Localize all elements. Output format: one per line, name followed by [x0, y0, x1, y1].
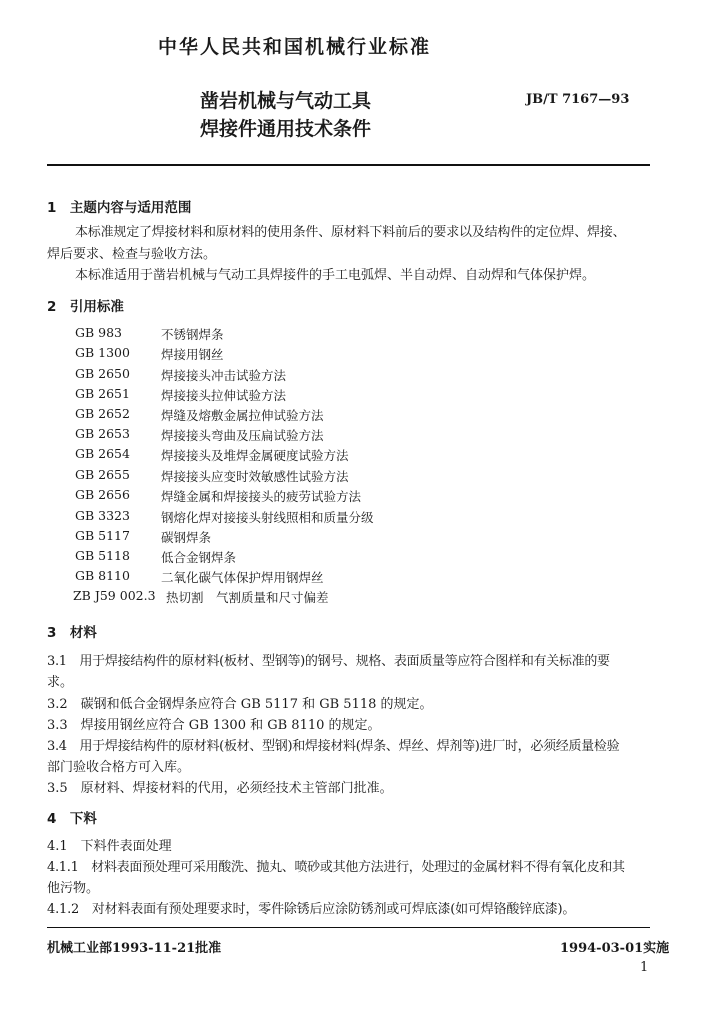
clause-3-2: 3.2 碳钢和低合金钢焊条应符合 GB 5117 和 GB 5118 的规定。	[47, 697, 433, 712]
reference-code: GB 983	[75, 325, 123, 340]
page-number: 1	[640, 960, 649, 975]
reference-title: 焊缝金属和焊接接头的疲劳试验方法	[161, 489, 362, 504]
reference-code: GB 2653	[75, 426, 130, 441]
reference-title: 不锈钢焊条	[161, 327, 224, 342]
section-1-para2: 本标准适用于凿岩机械与气动工具焊接件的手工电弧焊、半自动焊、自动焊和气体保护焊。	[75, 268, 596, 283]
clause-3-4-line2: 部门验收合格方可入库。	[47, 760, 191, 775]
reference-code: GB 3323	[75, 508, 130, 523]
footer-divider	[47, 927, 650, 928]
clause-4-1-1-line2: 他污物。	[47, 881, 100, 896]
clause-4-1: 4.1 下料件表面处理	[47, 839, 172, 854]
section-2-heading: 2 引用标准	[47, 299, 124, 315]
reference-title: 焊接接头弯曲及压扁试验方法	[161, 428, 324, 443]
reference-title: 焊接用钢丝	[161, 347, 224, 362]
reference-code: ZB J59 002.3	[73, 588, 156, 603]
section-1-para1-line2: 焊后要求、检查与验收方法。	[47, 247, 217, 262]
reference-title: 热切割 气割质量和尺寸偏差	[166, 590, 329, 605]
reference-code: GB 8110	[75, 568, 130, 583]
standard-title-line2: 焊接件通用技术条件	[200, 118, 372, 140]
reference-code: GB 5117	[75, 528, 130, 543]
reference-code: GB 2652	[75, 406, 130, 421]
clause-3-5: 3.5 原材料、焊接材料的代用，必须经技术主管部门批准。	[47, 781, 393, 796]
section-1-para1-line1: 本标准规定了焊接材料和原材料的使用条件、原材料下料前后的要求以及结构件的定位焊、焊接、	[75, 225, 626, 240]
section-4-heading: 4 下料	[47, 811, 97, 827]
header-divider	[47, 164, 650, 166]
reference-title: 二氧化碳气体保护焊用钢焊丝	[161, 570, 324, 585]
reference-title: 焊接接头及堆焊金属硬度试验方法	[161, 448, 349, 463]
reference-code: GB 2654	[75, 446, 130, 461]
reference-code: GB 2656	[75, 487, 130, 502]
reference-code: GB 2655	[75, 467, 130, 482]
reference-title: 钢熔化焊对接接头射线照相和质量分级	[161, 510, 374, 525]
clause-3-4-line1: 3.4 用于焊接结构件的原材料(板材、型钢)和焊接材料(焊条、焊丝、焊剂等)进厂时，必须经质量检验	[47, 739, 620, 754]
reference-code: GB 5118	[75, 548, 130, 563]
clause-3-3: 3.3 焊接用钢丝应符合 GB 1300 和 GB 8110 的规定。	[47, 718, 381, 733]
reference-code: GB 2650	[75, 366, 130, 381]
section-3-heading: 3 材料	[47, 625, 97, 641]
clause-4-1-2: 4.1.2 对材料表面有预处理要求时，零件除锈后应涂防锈剂或可焊底漆(如可焊铬酸锌底漆)。	[47, 902, 576, 917]
clause-3-1-line1: 3.1 用于焊接结构件的原材料(板材、型钢等)的钢号、规格、表面质量等应符合图样和有关标准的要	[47, 654, 610, 669]
clause-3-1-line2: 求。	[47, 675, 74, 690]
reference-title: 焊接接头应变时效敏感性试验方法	[161, 469, 349, 484]
section-1-heading: 1 主题内容与适用范围	[47, 200, 192, 216]
reference-title: 焊接接头拉伸试验方法	[161, 388, 287, 403]
standard-number: JB/T 7167—93	[526, 92, 630, 107]
implementation-date: 1994-03-01实施	[560, 941, 670, 956]
standard-title-line1: 凿岩机械与气动工具	[200, 90, 372, 112]
reference-code: GB 2651	[75, 386, 130, 401]
reference-code: GB 1300	[75, 345, 130, 360]
approval-note: 机械工业部1993-11-21批准	[47, 941, 222, 956]
reference-title: 碳钢焊条	[161, 530, 212, 545]
reference-title: 低合金钢焊条	[161, 550, 237, 565]
clause-4-1-1-line1: 4.1.1 材料表面预处理可采用酸洗、抛丸、喷砂或其他方法进行，处理过的金属材料不得有氧化皮和其	[47, 860, 625, 875]
reference-title: 焊接接头冲击试验方法	[161, 368, 287, 383]
reference-title: 焊缝及熔敷金属拉伸试验方法	[161, 408, 324, 423]
issuing-body-title: 中华人民共和国机械行业标准	[158, 36, 432, 58]
